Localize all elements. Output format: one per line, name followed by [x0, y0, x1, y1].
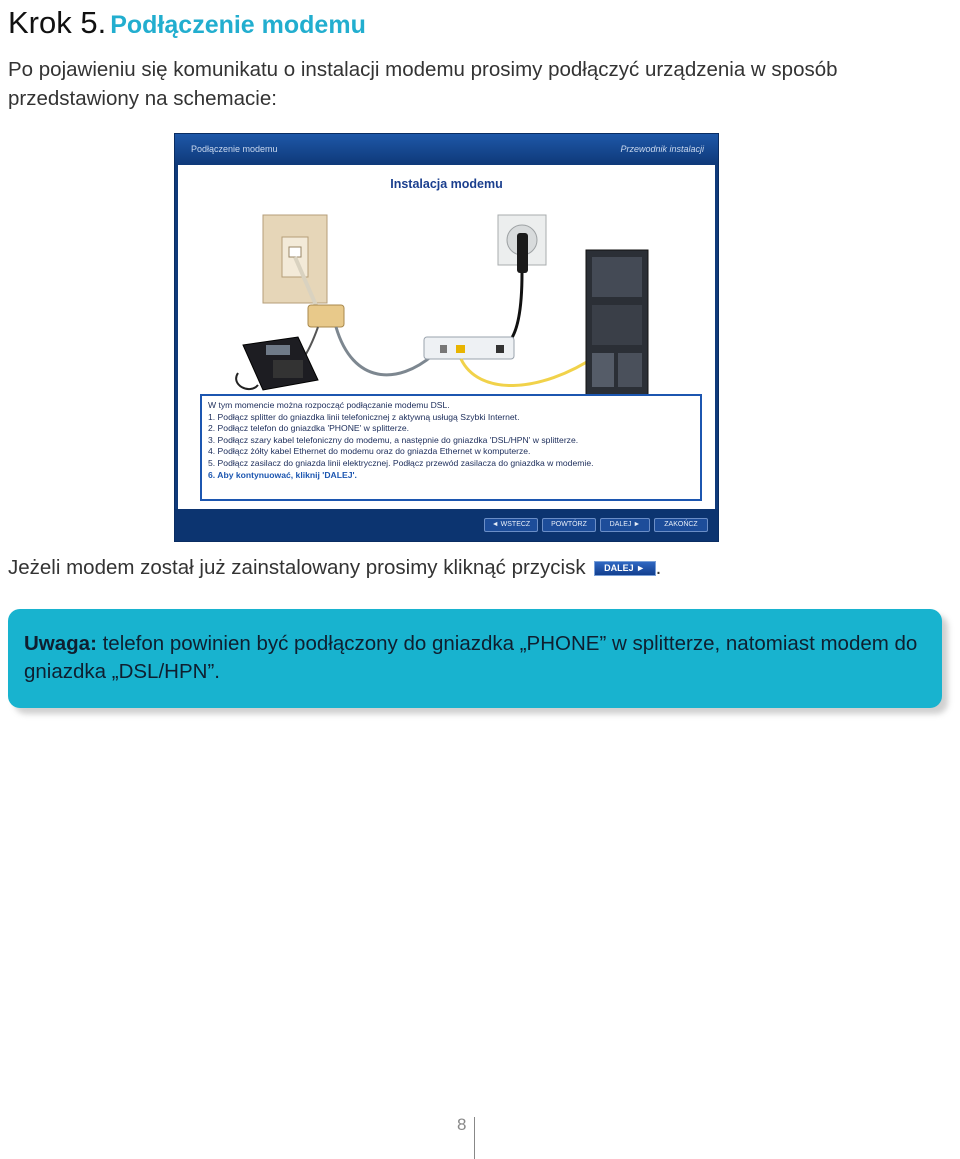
warning-label: Uwaga:	[24, 632, 97, 655]
instruction-line: W tym momencie można rozpocząć podłączanie modemu DSL.	[208, 400, 450, 410]
dalej-button-image: DALEJ ►	[594, 561, 656, 576]
computer-tower-icon	[586, 250, 648, 395]
instruction-line: 1. Podłącz splitter do gniazdka linii telefonicznej z aktywną usługą Szybki Internet.	[208, 411, 520, 422]
warning-body: telefon powinien być podłączony do gniazdka „PHONE” w splitterze, natomiast modem do gniazdka „DSL/HPN”.	[24, 632, 918, 683]
instructions-box	[200, 394, 702, 501]
finish-button[interactable]: ZAKOŃCZ	[654, 518, 708, 532]
screenshot-title-bar	[175, 134, 718, 164]
screenshot-button-bar	[175, 509, 718, 541]
screenshot-heading: Instalacja modemu	[390, 177, 503, 191]
telephone-icon	[236, 337, 318, 390]
power-socket-icon	[498, 215, 546, 273]
screenshot-guide-title: Przewodnik instalacji	[620, 144, 704, 154]
modem-icon	[424, 337, 514, 359]
screenshot-content	[178, 165, 715, 509]
splitter-icon	[308, 305, 344, 327]
instruction-line: 6. Aby kontynuować, kliknij 'DALEJ'.	[208, 469, 357, 480]
connection-diagram	[178, 195, 715, 395]
warning-note-text	[24, 630, 934, 686]
already-installed-paragraph	[8, 553, 953, 583]
page-heading	[8, 4, 366, 44]
back-button[interactable]: ◄ WSTECZ	[484, 518, 538, 532]
step-title: Podłączenie modemu	[110, 11, 366, 39]
already-installed-text: Jeżeli modem został już zainstalowany prosimy kliknąć przycisk	[8, 556, 586, 579]
page-number: 8	[457, 1115, 467, 1134]
instruction-line: 3. Podłącz szary kabel telefoniczny do modemu, a następnie do gniazdka 'DSL/HPN' w splitterze.	[208, 434, 579, 445]
step-label: Krok 5.	[8, 5, 107, 40]
warning-note	[8, 609, 942, 708]
next-button[interactable]: DALEJ ►	[600, 518, 650, 532]
sentence-end: .	[655, 556, 662, 579]
screenshot-window-title: Podłączenie modemu	[191, 144, 278, 154]
instruction-line: 5. Podłącz zasilacz do gniazda linii elektrycznej. Podłącz przewód zasilacza do gniazdka w modemie.	[208, 457, 594, 468]
page-number-divider	[474, 1117, 475, 1159]
instruction-line: 4. Podłącz żółty kabel Ethernet do modemu oraz do gniazda Ethernet w komputerze.	[208, 446, 531, 457]
instruction-line: 2. Podłącz telefon do gniazdka 'PHONE' w splitterze.	[208, 423, 410, 434]
repeat-button[interactable]: POWTÓRZ	[542, 518, 596, 532]
intro-paragraph: Po pojawieniu się komunikatu o instalacji modemu prosimy podłączyć urządzenia w sposób przedstawiony na schemacie:	[8, 58, 838, 110]
installer-screenshot	[174, 133, 719, 542]
